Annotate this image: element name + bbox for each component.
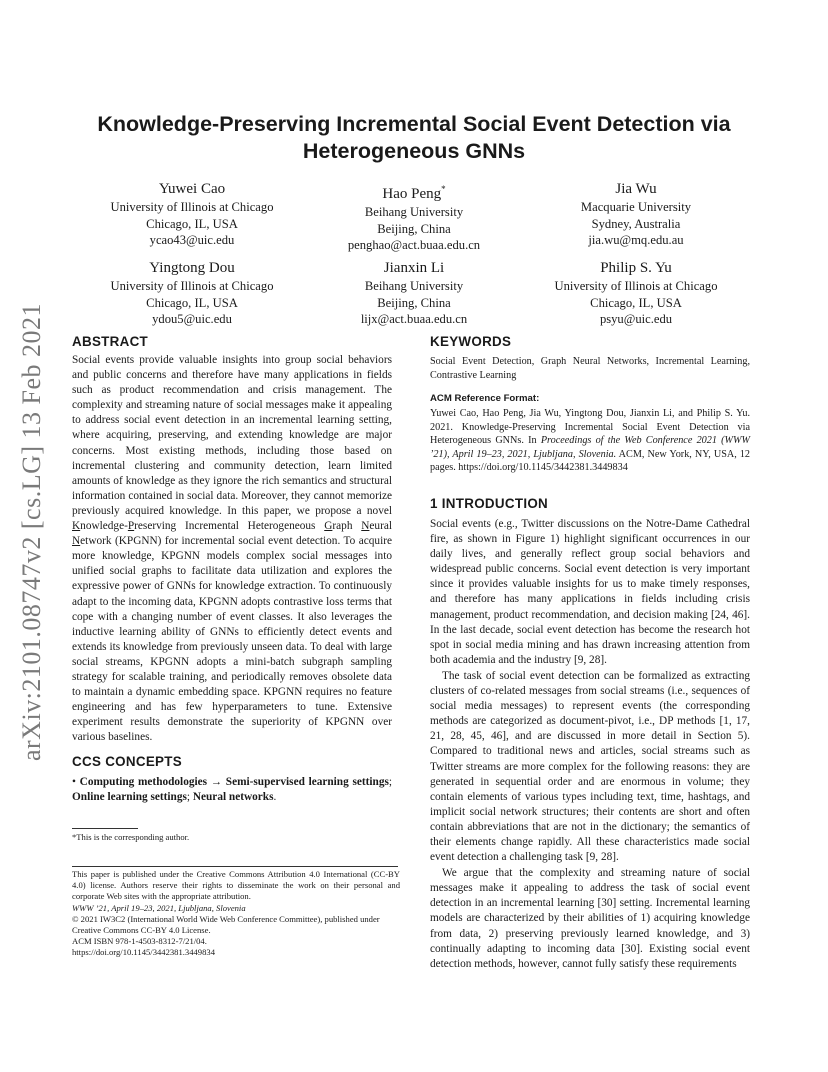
acm-reference-part: ACM, New York, NY, USA, 12 pages. https://doi.org/10.1145/3442381.3449834 [430,448,751,474]
author-name-text: Hao Peng [382,186,442,202]
abstract-part: raph [332,520,362,533]
acm-reference-part: Yuwei Cao, Hao Peng, Jia Wu, Yingtong Dou, Jianxin Li, and Philip S. Yu. 2021. Knowledge-Preserving Incremental Social Event Detection via Heterogeneous GNNs. In [430,408,750,447]
corresponding-mark: * [441,184,446,194]
ccs-bullet: • [72,776,80,788]
keywords-heading: KEYWORDS [430,334,512,349]
author-name: Jia Wu [615,181,657,197]
abstract-underline: P [127,520,135,533]
abstract-part: eural [369,520,392,533]
author-name: Yingtong Dou [149,260,235,276]
abstract-part: Social events provide valuable insights into group social behaviors and public concerns and therefore have many applications in fields such as product recommendation and crisis management. The complexity and streaming nature of social messages make it appealing to address social event detection in an incremental learning setting, where acquiring, preserving, and extending knowledge are major concerns. Most existing methods, including those based on incremental clustering and community detection, learn limited amounts of knowledge as they ignore the rich semantics and structural information contained in social data. Moreover, they cannot memorize previously acquired knowledge. In this paper, we propose a novel [72,354,392,517]
abstract-part: nowledge- [80,520,128,533]
author-name: Jianxin Li [383,260,445,276]
license-conference: WWW ’21, April 19–23, 2021, Ljubljana, Slovenia [72,902,246,913]
author-name: Yuwei Cao [158,181,226,197]
author-email: ydou5@uic.edu [152,312,232,327]
ccs-heading: CCS CONCEPTS [72,754,182,769]
paper-title [70,111,758,165]
acm-reference-heading: ACM Reference Format: [430,393,540,404]
license-text: This paper is published under the Creative Commons Attribution 4.0 International (CC-BY 4.0) license. Authors reserve their rights to disseminate the work on their personal and corporate Web sites with the appropriate attribution. [72,869,400,902]
author-location: Beijing, China [377,221,451,236]
title-line-2: Heterogeneous GNNs [302,139,526,163]
license-block [72,869,400,959]
author-affiliation: University of Illinois at Chicago [554,279,718,293]
author-block [516,258,756,328]
author-location: Beijing, China [377,295,451,310]
abstract-underline: N [361,520,370,533]
introduction-heading: 1 INTRODUCTION [430,496,549,511]
author-location: Chicago, IL, USA [146,295,238,310]
introduction-body [430,517,750,972]
author-affiliation: Beihang University [364,205,464,219]
author-email: psyu@uic.edu [599,312,673,327]
ccs-term: Semi-supervised learning settings [225,776,389,788]
license-isbn: ACM ISBN 978-1-4503-8312-7/21/04. [72,936,207,947]
abstract-underline: N [72,535,81,548]
abstract-underline: G [324,520,333,533]
ccs-separator: ; [388,776,392,788]
abstract-heading: ABSTRACT [72,334,149,349]
acm-reference-venue: Proceedings of the Web Conference 2021 (WWW ’21), April 19–23, 2021, Ljubljana, Slovenia. [430,435,751,460]
license-doi: https://doi.org/10.1145/3442381.3449834 [72,947,215,958]
author-location: Sydney, Australia [591,216,681,231]
license-rule [72,866,398,867]
author-affiliation: Macquarie University [580,200,692,214]
author-name: Philip S. Yu [600,260,672,276]
keywords-text: Social Event Detection, Graph Neural Networks, Incremental Learning, Contrastive Learning [430,356,750,381]
author-location: Chicago, IL, USA [590,295,682,310]
author-email: ycao43@uic.edu [149,233,235,248]
ccs-term: Online learning settings [72,791,187,804]
author-name [294,179,534,204]
abstract-part: reserving Incremental Heterogeneous [134,520,325,533]
author-block [294,179,534,254]
author-affiliation: University of Illinois at Chicago [110,200,274,214]
license-copyright: © 2021 IW3C2 (International World Wide Web Conference Committee), published under Creative Commons CC-BY 4.0 License. [72,913,380,936]
footnote-rule [72,828,138,829]
author-block [72,258,312,328]
author-email: jia.wu@mq.edu.au [588,233,684,248]
abstract-underline: K [72,520,81,533]
author-location: Chicago, IL, USA [146,216,238,231]
intro-paragraph: Social events (e.g., Twitter discussions on the Notre-Dame Cathedral fire, as shown in Figure 1) highlight significant occurrences in our daily lives, and generally reflect group social behaviors and widespread public concerns. Social event detection is very important since it provides valuable insights for us to make timely responses, and therefore has many applications in fields including crisis management, product recommendation, and decision making [24, 46]. In the last decade, social event detection has become the research hot spot in social media mining and has drawn increasing attention from both academia and the industry [9, 28]. [430,518,750,666]
arxiv-identifier: arXiv:2101.08747v2 [cs.LG] 13 Feb 2021 [17,302,46,762]
author-email: lijx@act.buaa.edu.cn [360,312,468,327]
author-block [516,179,756,249]
author-block [72,179,312,249]
intro-paragraph: We argue that the complexity and streaming nature of social messages make it appealing to address the task of social event detection in an incremental learning [30] setting. Incremental learning models are characterized by their abilities of 1) acquiring knowledge from data, 2) preserving previously learned knowledge, and 3) continually adapting to incoming data [30]. Existing social event detection methods, however, cannot fully satisfy these requirements [430,867,750,970]
author-affiliation: Beihang University [364,279,464,293]
author-block [294,258,534,328]
corresponding-footnote: *This is the corresponding author. [72,832,190,842]
author-affiliation: University of Illinois at Chicago [110,279,274,293]
acm-reference-text [430,407,750,475]
abstract-text [72,353,392,745]
ccs-term: Computing methodologies [79,776,208,788]
ccs-separator: ; [186,791,193,804]
ccs-end: . [273,791,277,804]
intro-paragraph: The task of social event detection can be formalized as extracting clusters of co-related messages from social streams (i.e., sequences of social media messages) to represent events (the corresponding methods are categorized as document-pivot, i.e., DP methods [1, 17, 21, 28, 45, 46], and are discussed in more detail in Section 5). Compared to traditional news and articles, social streams such as Twitter streams are more complex for the following reasons: they are generated in sequential order and are enormous in volume; they contain elements of various types including text, time, hashtags, and implicit social network structures; their contents are short and often contain abbreviations that are not in the dictionary; the semantics of their elements change rapidly. All these characteristics made social event detection a challenging task [9, 28]. [430,669,750,864]
ccs-arrow: → [207,776,226,788]
abstract-part: etwork (KPGNN) for incremental social event detection. To acquire more knowledge, KPGNN models complex social messages into unified social graphs to facilitate data utilization and explores the expressive power of GNNs for knowledge extraction. To continuously adapt to the incoming data, KPGNN adopts contrastive loss terms that cope with a changing number of event classes. It also leverages the inductive learning ability of GNNs to efficiently detect events and extends its knowledge from previously unseen data. To deal with large social streams, KPGNN adopts a mini-batch subgraph sampling strategy for scalable training, and periodically removes obsolete data to maintain a dynamic embedding space. KPGNN requires no feature engineering and has few hyperparameters to tune. Extensive experiment results demonstrate the superiority of KPGNN over various baselines. [72,535,392,744]
title-line-1: Knowledge-Preserving Incremental Social Event Detection via [97,112,731,136]
ccs-concepts [72,775,392,805]
author-email: penghao@act.buaa.edu.cn [347,238,481,253]
ccs-term: Neural networks [192,791,274,804]
